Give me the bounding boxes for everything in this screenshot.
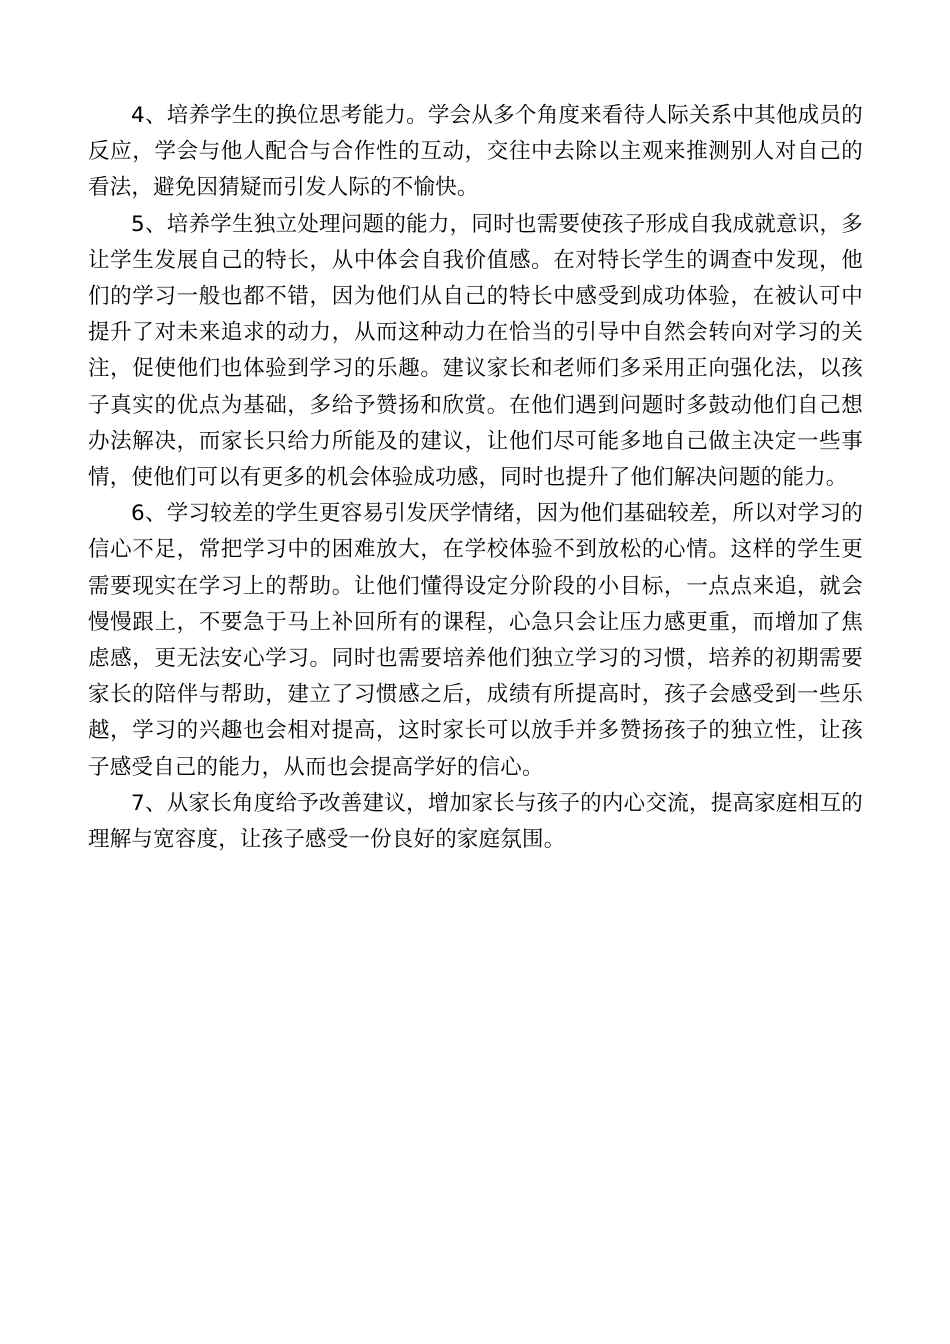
paragraph-item-7: 7、从家长角度给予改善建议，增加家长与孩子的内心交流，提高家庭相互的理解与宽容度，让孩子感受一份良好的家庭氛围。 xyxy=(88,790,863,853)
paragraph-item-4: 4、培养学生的换位思考能力。学会从多个角度来看待人际关系中其他成员的反应，学会与他人配合与合作性的互动，交往中去除以主观来推测别人对自己的看法，避免因猜疑而引发人际的不愉快。 xyxy=(88,103,863,201)
paragraph-item-6: 6、学习较差的学生更容易引发厌学情绪，因为他们基础较差，所以对学习的信心不足，常把学习中的困难放大，在学校体验不到放松的心情。这样的学生更需要现实在学习上的帮助。让他们懂得设定分阶段的小目标，一点点来追，就会慢慢跟上，不要急于马上补回所有的课程，心急只会让压力感更重，而增加了焦虑感，更无法安心学习。同时也需要培养他们独立学习的习惯，培养的初期需要家长的陪伴与帮助，建立了习惯感之后，成绩有所提高时，孩子会感受到一些乐越，学习的兴趣也会相对提高，这时家长可以放手并多赞扬孩子的独立性，让孩子感受自己的能力，从而也会提高学好的信心。 xyxy=(88,501,863,780)
document-body xyxy=(88,98,863,858)
paragraph-item-5: 5、培养学生独立处理问题的能力，同时也需要使孩子形成自我成就意识，多让学生发展自己的特长，从中体会自我价值感。在对特长学生的调查中发现，他们的学习一般也都不错，因为他们从自己的特长中感受到成功体验，在被认可中提升了对未来追求的动力，从而这种动力在恰当的引导中自然会转向对学习的关注，促使他们也体验到学习的乐趣。建议家长和老师们多采用正向强化法，以孩子真实的优点为基础，多给予赞扬和欣赏。在他们遇到问题时多鼓动他们自己想办法解决，而家长只给力所能及的建议，让他们尽可能多地自己做主决定一些事情，使他们可以有更多的机会体验成功感，同时也提升了他们解决问题的能力。 xyxy=(88,211,863,491)
